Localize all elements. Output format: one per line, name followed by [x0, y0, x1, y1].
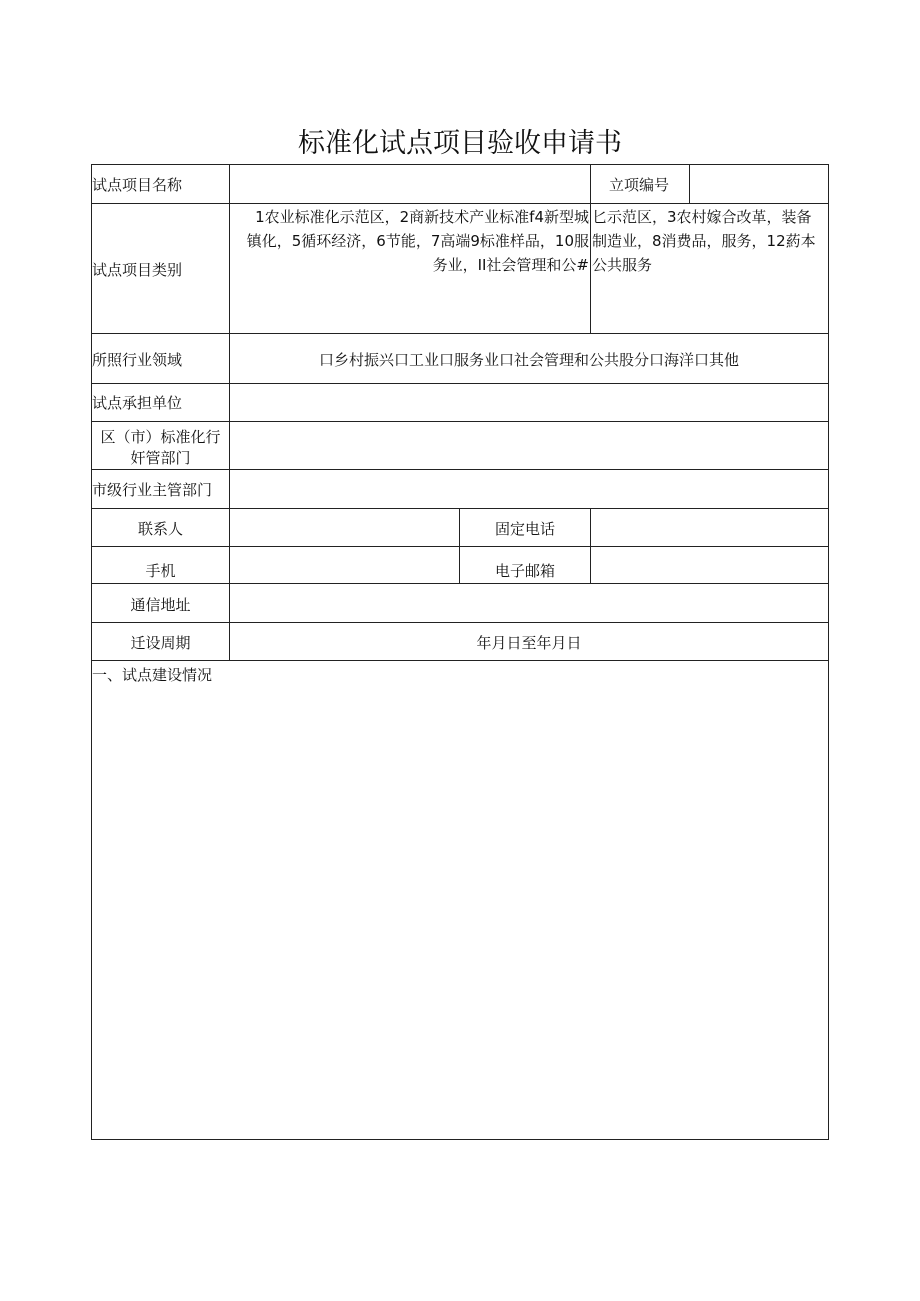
construction-content-area[interactable]: [92, 688, 828, 1138]
table-border-right: [828, 164, 829, 1140]
address-label: 通信地址: [130, 596, 191, 614]
district-dept-label: [92, 427, 229, 469]
category-line: 镇化，5循环经济，6节能，7高端9标准样品，10服: [246, 232, 589, 250]
industry-field-checkboxes[interactable]: 口乡村振兴口工业口服务业口社会管理和公共股分口海洋口其他: [318, 351, 739, 369]
construction-section-label: 一、试点建设情况: [92, 666, 213, 684]
contact-label: 联系人: [137, 520, 183, 538]
undertaking-unit-field[interactable]: [230, 384, 828, 421]
category-line: 匕示范区，3农村嫁合改革，装备: [592, 208, 812, 226]
email-field[interactable]: [591, 547, 828, 583]
period-label: 迁设周期: [130, 634, 191, 652]
address-field[interactable]: [230, 584, 828, 622]
undertaking-unit-label: 试点承担单位: [92, 394, 183, 412]
city-dept-label: 市级行业主管部门: [92, 481, 213, 499]
project-name-label: 试点项目名称: [92, 176, 183, 194]
district-dept-label-line1: 区（市）标准化行: [100, 428, 221, 446]
period-value[interactable]: 年月日至年月日: [476, 634, 582, 652]
category-line: 务业，II社会管理和公#: [432, 256, 589, 274]
category-line: 1农业标准化示范区，2商新技术产业标准f4新型城: [255, 208, 589, 226]
category-line: 公共服务: [592, 256, 653, 274]
industry-field-label: 所照行业领域: [92, 351, 183, 369]
category-options-right: [592, 205, 826, 277]
phone-label: 固定电话: [494, 520, 555, 538]
mobile-field[interactable]: [230, 547, 459, 583]
category-line: 制造业，8消费品，服务，12葯本: [592, 232, 816, 250]
email-label: 电子邮箱: [494, 562, 555, 580]
project-name-field[interactable]: [230, 165, 590, 203]
column-divider: [590, 164, 591, 334]
project-category-label: 试点项目类别: [92, 261, 183, 279]
row-divider: [91, 203, 829, 204]
contact-field[interactable]: [230, 509, 459, 546]
mobile-label: 手机: [145, 562, 176, 580]
row-divider: [91, 333, 829, 334]
city-dept-field[interactable]: [230, 470, 828, 508]
district-dept-label-line2: 奸管部门: [130, 449, 191, 467]
phone-field[interactable]: [591, 509, 828, 546]
district-dept-field[interactable]: [230, 422, 828, 469]
document-title: 标准化试点项目验收申请书: [298, 128, 622, 159]
category-options-left: [232, 205, 589, 277]
row-divider: [91, 622, 829, 623]
project-no-label: 立项编号: [609, 176, 670, 194]
table-border-bottom: [91, 1139, 829, 1140]
project-no-field[interactable]: [690, 165, 828, 203]
row-divider: [91, 660, 829, 661]
